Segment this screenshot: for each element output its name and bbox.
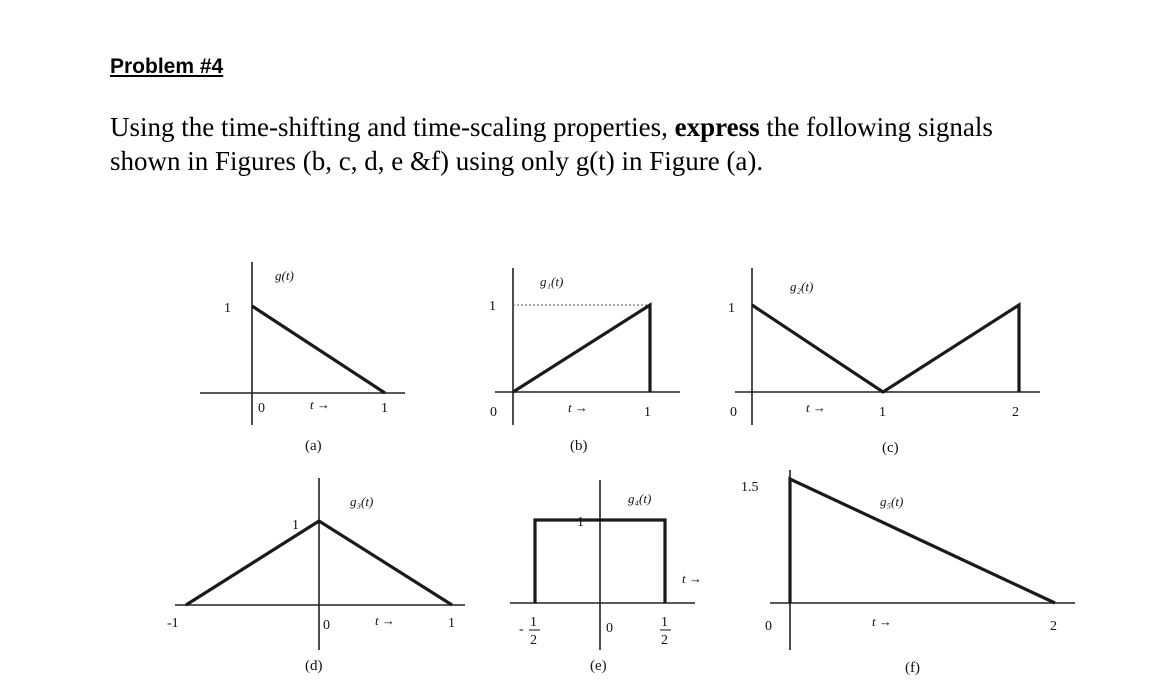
figure-c bbox=[728, 268, 1040, 456]
figure-a-caption: (a) bbox=[305, 438, 322, 454]
figure-b-caption: (b) bbox=[570, 438, 588, 454]
figure-d-tick-xm1: -1 bbox=[167, 616, 179, 631]
figure-e-signal-label: g₄(t) bbox=[628, 491, 652, 506]
figure-c-tick-x2: 2 bbox=[1012, 405, 1019, 420]
figure-a bbox=[200, 262, 405, 454]
figure-d bbox=[167, 478, 465, 674]
figure-d-caption: (d) bbox=[305, 658, 323, 674]
figure-e bbox=[510, 480, 702, 674]
figure-c-tick-x0: 0 bbox=[730, 405, 737, 420]
figure-a-tick-x1: 1 bbox=[381, 401, 388, 416]
figure-f-time-arrow: t → bbox=[872, 614, 892, 629]
figure-e-tick-x0: 0 bbox=[606, 621, 613, 636]
figure-f bbox=[741, 470, 1075, 676]
figure-c-signal-label: g₂(t) bbox=[790, 279, 814, 294]
figure-d-time-arrow: t → bbox=[375, 613, 395, 628]
figure-f-tick-x0: 0 bbox=[765, 619, 772, 634]
figure-b-time-arrow: t → bbox=[568, 400, 588, 415]
figure-b-tick-y1: 1 bbox=[489, 299, 496, 314]
figure-a-signal-label: g(t) bbox=[275, 268, 294, 283]
figure-f-tick-x2: 2 bbox=[1050, 619, 1057, 634]
figure-e-tick-left-num: 1 bbox=[530, 615, 537, 630]
figure-a-tick-x0: 0 bbox=[258, 401, 265, 416]
figure-e-tick-right-den: 2 bbox=[661, 633, 668, 648]
figure-b-signal-curve bbox=[513, 305, 650, 392]
figure-b bbox=[489, 268, 680, 454]
figure-b-tick-x0: 0 bbox=[490, 405, 497, 420]
figure-c-tick-x1: 1 bbox=[879, 405, 886, 420]
statement-text-2: the following signals shown in Figures (b, c, d, e &f) using only g(t) in Figure (a). bbox=[110, 112, 993, 176]
figure-b-signal-label: g₁(t) bbox=[540, 274, 564, 289]
figure-f-caption: (f) bbox=[905, 660, 920, 676]
figure-e-tick-minus: - bbox=[519, 622, 524, 637]
figure-b-tick-x1: 1 bbox=[644, 405, 651, 420]
figure-a-tick-y1: 1 bbox=[224, 301, 231, 316]
figure-c-tick-y1: 1 bbox=[728, 301, 735, 316]
figure-f-signal-curve bbox=[790, 479, 1055, 603]
figure-d-tick-y1: 1 bbox=[292, 518, 299, 533]
figure-d-signal-label: g₃(t) bbox=[350, 494, 374, 509]
figure-e-time-arrow: t → bbox=[682, 571, 702, 586]
figure-f-signal-label: g₅(t) bbox=[880, 494, 904, 509]
figure-e-caption: (e) bbox=[590, 658, 607, 674]
figure-d-tick-x1: 1 bbox=[448, 616, 455, 631]
figure-a-signal-curve bbox=[252, 306, 385, 393]
figure-e-tick-left-den: 2 bbox=[530, 633, 537, 648]
figure-c-time-arrow: t → bbox=[806, 400, 826, 415]
figure-c-signal-curve bbox=[752, 305, 1019, 392]
figure-e-tick-right-num: 1 bbox=[661, 615, 668, 630]
figure-f-tick-y15: 1.5 bbox=[741, 480, 759, 495]
figure-d-tick-x0: 0 bbox=[323, 618, 330, 633]
figure-e-tick-y1: 1 bbox=[577, 515, 584, 530]
figure-a-time-arrow: t → bbox=[310, 397, 330, 412]
statement-bold-word: express bbox=[674, 112, 760, 142]
statement-text-1: Using the time-shifting and time-scaling properties, bbox=[110, 112, 675, 142]
figure-c-caption: (c) bbox=[882, 440, 899, 456]
problem-title: Problem #4 bbox=[110, 55, 224, 78]
